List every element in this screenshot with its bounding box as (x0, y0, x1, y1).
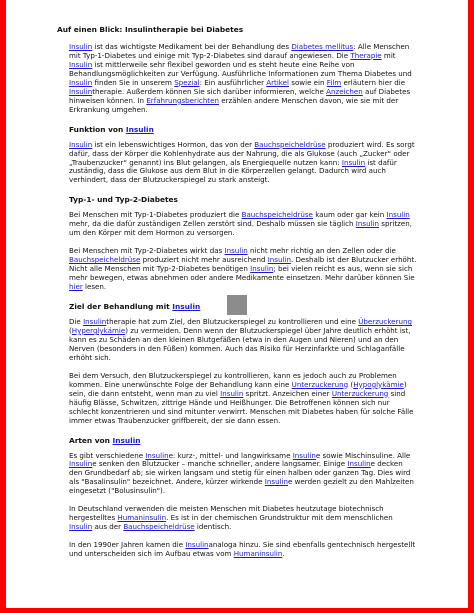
text-run: ( (348, 379, 354, 389)
text-run: . Deshalb ist der Blutzucker erhöht. Nicht alle Menschen mit Typ-2-Diabetes benötigen (69, 255, 417, 274)
text-link[interactable]: Überzuckerung (358, 317, 412, 327)
text-run: sowie ein (289, 77, 327, 87)
text-run: kaum oder gar kein (312, 210, 387, 220)
text-link[interactable]: Insulin (292, 450, 316, 460)
text-run: sind häufig Blässe, Schwitzen, zittrige Hände und Heißhunger. Die Betroffenen können sich nur schlecht konzentrieren und sind mitunter verwirrt. Menschen mit Diabetes haben für solche Fälle immer etwas Traubenzucker griffbereit, der sie dann essen. (69, 388, 414, 425)
text-run: analoga hinzu. Sie sind ebenfalls gentechnisch hergestellt und unterscheiden sich im Aufbau etwas vom (69, 540, 416, 559)
text-link[interactable]: Artikel (266, 77, 289, 87)
section-heading-text: Typ-1- und Typ-2-Diabetes (69, 195, 178, 205)
section-paragraph (69, 452, 417, 497)
text-run: spritzt. Anzeichen einer (243, 388, 332, 398)
text-run: ( (69, 325, 72, 335)
text-link[interactable]: Insulin (69, 522, 93, 532)
text-link[interactable]: Film (326, 77, 342, 87)
section-paragraph (69, 541, 417, 559)
section-paragraph (69, 505, 417, 532)
text-run: ) zu vermeiden. Denn wenn der Blutzuckerspiegel über Jahre deutlich erhöht ist, kann es zu Schäden an den kleinen Blutgefäßen (etwa in den Augen und Nieren) und an den Nerven (besonders in den Füßen) kommen. Auch das Risiko für Herzinfarkte und Schlaganfälle erhöht sich. (69, 325, 411, 362)
text-link[interactable]: Insulin (347, 459, 371, 469)
section-heading-link[interactable]: Insulin (172, 302, 201, 312)
text-run: erzählen andere Menschen davon, wie sie mit der Erkrankung umgehen. (69, 95, 399, 114)
intro-paragraph (69, 43, 417, 115)
text-run: spritzen, um den Körper mit dem Hormon zu versorgen. (69, 219, 412, 238)
section-paragraph (69, 247, 417, 292)
text-link[interactable]: Humaninsulin (117, 513, 167, 523)
text-link[interactable]: Insulin (267, 255, 291, 265)
text-run: nicht mehr richtig an den Zellen oder die (247, 246, 396, 256)
text-run: Bei Menschen mit Typ-1-Diabetes produziert die (69, 210, 242, 220)
text-run: ) sein, die dann entsteht, wenn man zu viel (69, 379, 407, 398)
section-heading-text: Ziel der Behandlung mit (69, 302, 173, 312)
text-run: Bei Menschen mit Typ-2-Diabetes wirkt das (69, 246, 225, 256)
text-link[interactable]: Insulin (185, 540, 209, 550)
text-run: produziert nicht mehr ausreichend (140, 255, 268, 265)
text-run: ; bei vielen reicht es aus, wenn sie sich mehr bewegen, etwas abnehmen oder andere Medikamente einsetzen. Mehr darüber können Sie (69, 264, 415, 283)
text-run: ist das wichtigste Medikament bei der Behandlung des (92, 42, 292, 51)
text-link[interactable]: Bauchspeicheldrüse (123, 522, 195, 532)
text-link[interactable]: Anzeichen (326, 86, 363, 96)
text-link[interactable]: Insulin (386, 210, 410, 220)
text-run: aus der (92, 522, 124, 532)
text-run: mit (381, 50, 396, 60)
text-link[interactable]: Unterzuckerung (291, 379, 349, 389)
text-run: . Es ist in der chemischen Grundstruktur mit dem menschlichen (166, 513, 393, 523)
text-run: e werden gezielt zu den Mahlzeiten eingesetzt ("Bolusinsulin"). (69, 477, 414, 496)
text-run: finden Sie in unserem (92, 77, 175, 87)
text-link[interactable]: Hypoglykämie (353, 379, 404, 389)
text-run: e senken den Blutzucker – manche schneller, andere langsamer. Einige (92, 459, 348, 469)
text-link[interactable]: hier (69, 282, 83, 292)
text-run: e sowie Mischinsuline. Alle (315, 450, 411, 460)
text-link[interactable]: Insulin (69, 139, 93, 149)
text-run: Bei dem Versuch, den Blutzuckerspiegel zu kontrollieren, kann es jedoch auch zu Problemen kommen. Eine unerwünschte Folge der Behandlung kann eine (69, 370, 397, 389)
text-link[interactable]: Insulin (341, 157, 366, 167)
section-heading-text: Arten von (69, 435, 113, 445)
text-run: . (282, 549, 285, 559)
text-run: identisch. (194, 522, 232, 532)
text-run: lesen. (82, 282, 107, 292)
text-run: mehr, da die dafür zuständigen Zellen zerstört sind. Deshalb müssen sie täglich (69, 219, 356, 229)
text-run: In Deutschland verwenden die meisten Menschen mit Diabetes heutzutage biotechnisch hergestelltes (69, 504, 384, 523)
text-link[interactable]: Insulin (145, 450, 169, 460)
text-link[interactable]: Insulin (83, 317, 107, 327)
text-link[interactable]: Erfahrungsberichten (146, 95, 219, 105)
section-heading (69, 195, 417, 205)
text-link[interactable]: Insulin (224, 246, 248, 256)
text-run: Die (69, 317, 84, 327)
text-run: auf Diabetes hinweisen können. In (69, 86, 411, 105)
text-link[interactable]: Humaninsulin (233, 549, 283, 559)
text-link[interactable]: Bauchspeicheldrüse (69, 255, 141, 265)
text-link[interactable]: Bauchspeicheldrüse (241, 210, 313, 220)
sections-container (69, 125, 417, 559)
text-link[interactable]: Diabetes mellitus (291, 42, 354, 51)
section-heading (69, 436, 417, 446)
text-run: erläutern hier die (341, 77, 406, 87)
section-paragraph (69, 318, 417, 363)
text-link[interactable]: Bauchspeicheldrüse (254, 139, 326, 149)
text-link[interactable]: Insulin (220, 388, 244, 398)
section-heading-link[interactable]: Insulin (112, 435, 141, 445)
text-run: In den 1990er Jahren kamen die (69, 540, 186, 550)
section-heading-link[interactable]: Insulin (125, 124, 154, 134)
section-heading (69, 125, 417, 135)
text-run: produziert wird. Es sorgt dafür, dass der Körper die Kohlenhydrate aus der Nahrung, die als Glukose (auch „Zucker“ oder „Traubenzucker“ genannt) ins Blut gelangen, als Energiequelle nutzen kann: (69, 139, 415, 167)
text-run: Es gibt verschiedene (69, 450, 146, 460)
text-link[interactable]: Insulin (69, 77, 93, 87)
section-paragraph (69, 372, 417, 426)
text-run: : Ein ausführlicher (199, 77, 267, 87)
section-heading-text: Funktion von (69, 124, 126, 134)
text-run: therapie. Außerdem können Sie sich darüber informieren, welche (92, 86, 327, 96)
text-run: ist mittlerweile sehr flexibel geworden und es steht heute eine Reihe von Behandlungsmöglichkeiten zur Verfügung. Ausführliche Informationen zum Thema Diabetes und (69, 59, 412, 78)
text-link[interactable]: Hyperglykämie (71, 325, 126, 335)
text-link[interactable]: Spezial (174, 77, 200, 87)
text-link[interactable]: Insulin (69, 59, 93, 69)
text-run: e decken den Grundbedarf ab; sie wirken langsam und stetig für einen halben oder ganzen Tag. Dies wird als "Basalinsulin" bezeichnet. Andere, kürzer wirkende (69, 459, 411, 487)
mouse-cursor-block (227, 295, 247, 315)
text-link[interactable]: Insulin (250, 264, 274, 274)
text-link[interactable]: Unterzuckerung (331, 388, 389, 398)
text-link[interactable]: Insulin (69, 86, 93, 96)
text-link[interactable]: Insulin (264, 477, 289, 487)
text-run: e: kurz-, mittel- und langwirksame (168, 450, 293, 460)
text-run: ist ein lebenswichtiges Hormon, das von der (92, 139, 255, 149)
text-link[interactable]: Therapie (350, 50, 382, 60)
section-paragraph (69, 211, 417, 238)
text-link[interactable]: Insulin (69, 42, 93, 51)
text-run: : Alle Menschen mit Typ-1-Diabetes und einige mit Typ-2-Diabetes sind darauf angewiesen. Die (69, 42, 410, 60)
text-run: therapie hat zum Ziel, den Blutzuckerspiegel zu kontrollieren und eine (106, 317, 359, 327)
text-link[interactable]: Insulin (69, 459, 93, 469)
section-paragraph (69, 141, 417, 186)
text-link[interactable]: Insulin (355, 219, 380, 229)
text-run: ist dafür zuständig, dass die Glukose aus dem Blut in die Körperzellen gelangt. Dadurch wird auch verhindert, dass der Blutzuckerspiegel zu stark ansteigt. (69, 157, 397, 185)
page-title: Auf einen Blick: Insulintherapie bei Diabetes (57, 25, 244, 34)
